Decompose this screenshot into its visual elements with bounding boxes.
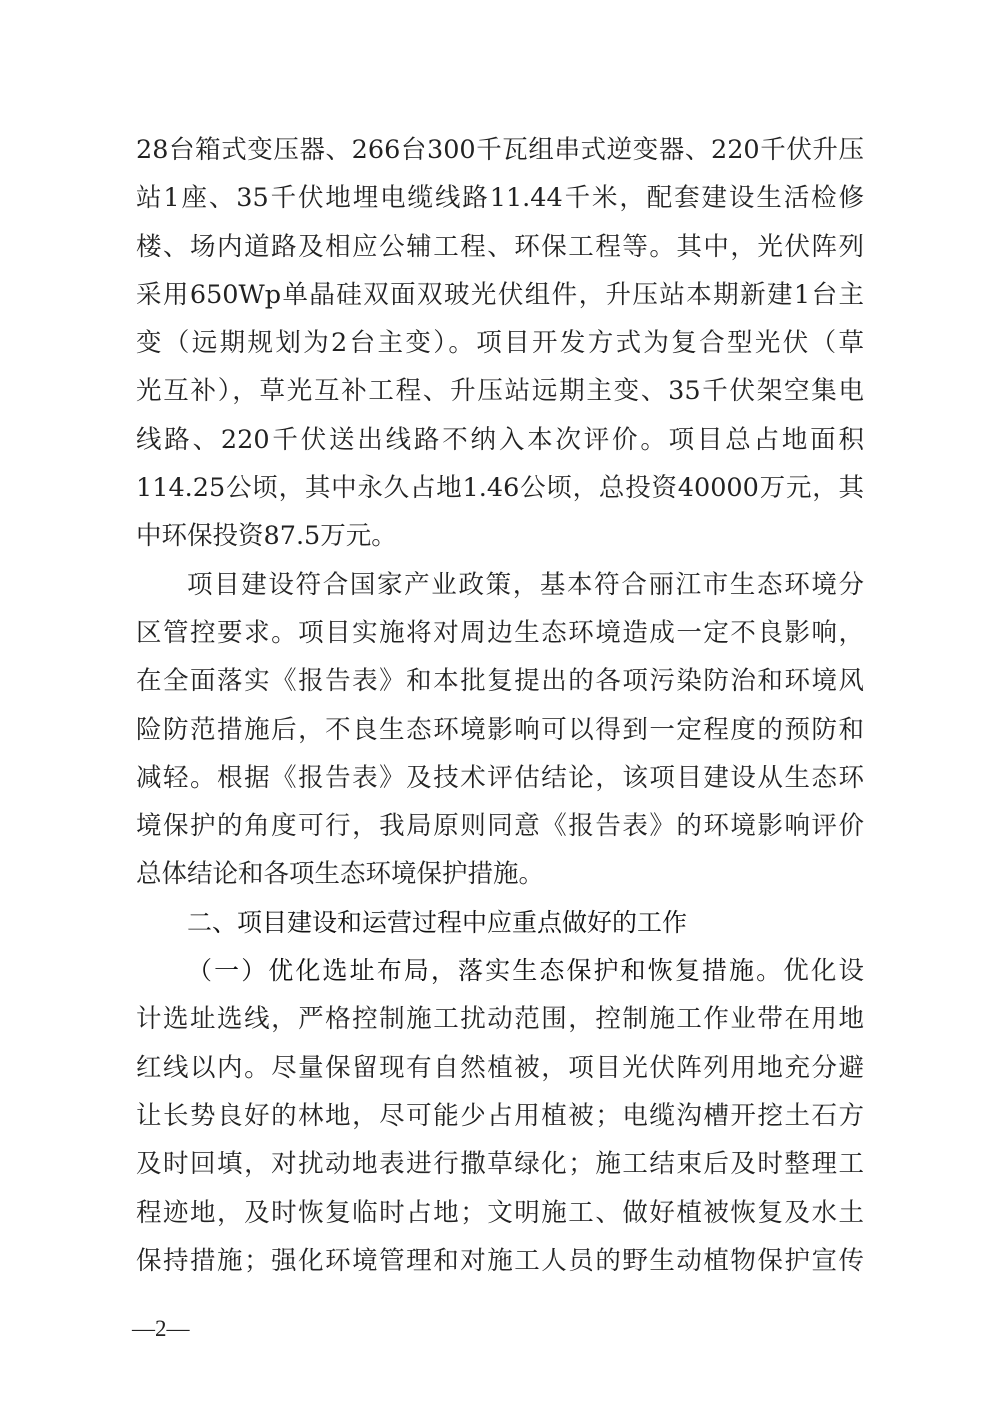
- text-line: 楼、场内道路及相应公辅工程、环保工程等。其中，光伏阵列: [136, 231, 864, 262]
- text-line: 区管控要求。项目实施将对周边生态环境造成一定不良影响，: [136, 617, 864, 648]
- text-line: 减轻。根据《报告表》及技术评估结论，该项目建设从生态环: [136, 762, 864, 793]
- text-line: 红线以内。尽量保留现有自然植被，项目光伏阵列用地充分避: [136, 1052, 864, 1083]
- text-line: 险防范措施后，不良生态环境影响可以得到一定程度的预防和: [136, 714, 864, 745]
- text-line: 及时回填，对扰动地表进行撒草绿化；施工结束后及时整理工: [136, 1149, 864, 1180]
- subsection-lead: （一）优化选址布局，落实生态保护和恢复措施。: [187, 956, 784, 986]
- text-line: 线路、220千伏送出线路不纳入本次评价。项目总占地面积: [136, 424, 864, 455]
- text-line: 让长势良好的林地，尽可能少占用植被；电缆沟槽开挖土石方: [136, 1100, 864, 1131]
- text-line: 项目建设符合国家产业政策，基本符合丽江市生态环境分: [187, 569, 864, 600]
- text-line: 保持措施；强化环境管理和对施工人员的野生动植物保护宣传: [136, 1245, 864, 1276]
- text-line: 总体结论和各项生态环境保护措施。: [136, 859, 545, 890]
- text-segment: 优化设: [783, 956, 864, 987]
- text-line: 计选址选线，严格控制施工扰动范围，控制施工作业带在用地: [136, 1004, 864, 1035]
- text-line: 中环保投资87.5万元。: [136, 521, 397, 552]
- text-line: 114.25公顷，其中永久占地1.46公顷，总投资40000万元，其: [136, 473, 864, 504]
- text-line: 28台箱式变压器、266台300千瓦组串式逆变器、220千伏升压: [136, 135, 864, 165]
- text-line: 境保护的角度可行，我局原则同意《报告表》的环境影响评价: [136, 811, 864, 842]
- text-line: 在全面落实《报告表》和本批复提出的各项污染防治和环境风: [136, 666, 864, 697]
- text-line: 站1座、35千伏地埋电缆线路11.44千米，配套建设生活检修: [136, 183, 864, 214]
- text-line: 变（远期规划为2台主变）。项目开发方式为复合型光伏（草: [136, 328, 864, 359]
- text-line: 程迹地，及时恢复临时占地；文明施工、做好植被恢复及水土: [136, 1197, 864, 1228]
- document-body: [136, 126, 864, 1285]
- section-heading: 二、项目建设和运营过程中应重点做好的工作: [187, 907, 688, 937]
- text-line: [136, 947, 864, 995]
- paragraph-project-scale: [136, 126, 864, 561]
- paragraph-conclusion: [136, 561, 864, 899]
- paragraph-site-selection: [136, 947, 864, 1285]
- text-line: 光互补），草光互补工程、升压站远期主变、35千伏架空集电: [136, 376, 864, 407]
- text-line: 采用650Wp单晶硅双面双玻光伏组件，升压站本期新建1台主: [136, 279, 864, 310]
- page-number: —2—: [132, 1316, 190, 1341]
